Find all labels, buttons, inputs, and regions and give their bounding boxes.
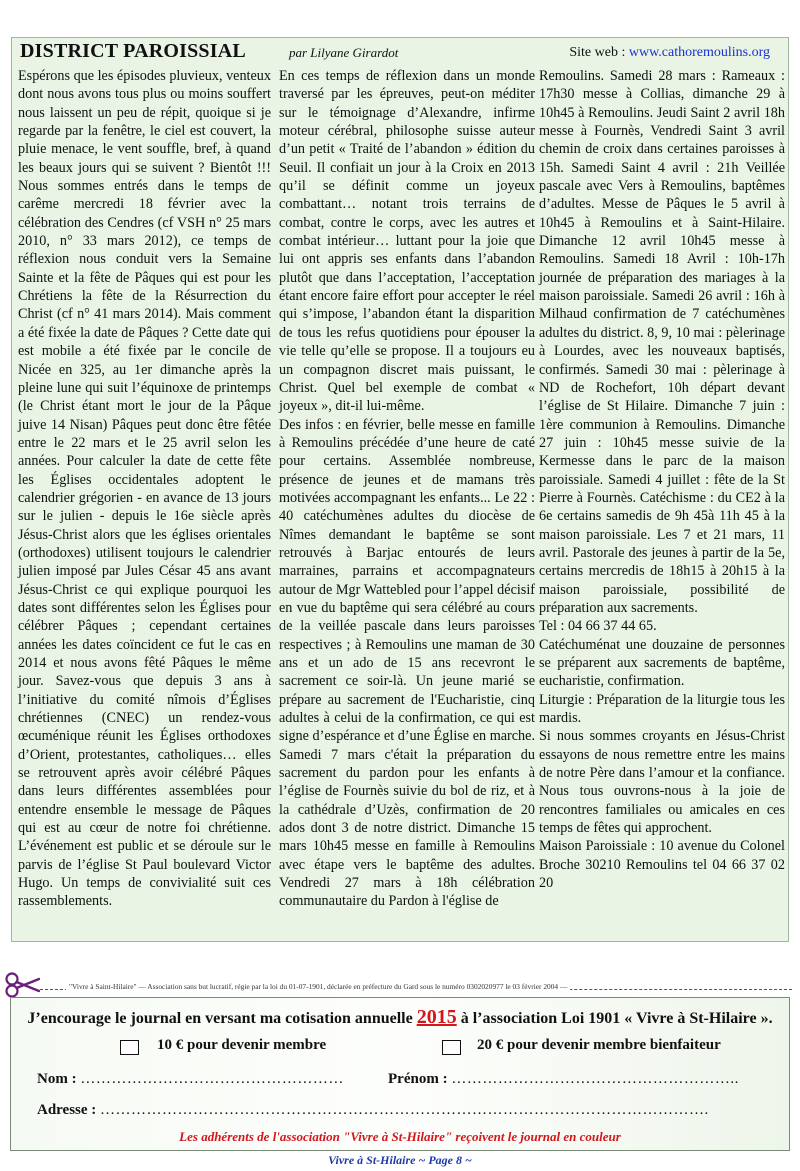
coupon-heading-after: à l’association Loi 1901 « Vivre à St-Hilaire ».	[456, 1010, 773, 1027]
column-3-paragraph: Remoulins. Samedi 28 mars : Rameaux : 17h30 messe à Collias, dimanche 29 à 10h45 à Remoulins. Jeudi Saint 2 avril 18h messe à Fournès, Vendredi Saint 3 avril chemin de croix dans certaines paroisses à 15h. Samedi Saint 4 avril : 21h Veillée pascale avec Vers à Remoulins, baptêmes d’adultes. Messe de Pâques le 5 avril à 10h45 à Remoulins et à Saint-Hilaire. Dimanche 12 avril 10h45 messe à Remoulins. Samedi 18 Avril : 10h-17h journée de préparation des mariages à la maison paroissiale. Samedi 26 avril : 16h à Milhaud confirmation de 7 catéchumènes adultes du district. 8, 9, 10 mai : pèlerinage à Lourdes, avec les nouveaux baptisés, confirmés. Samedi 30 mai : pèlerinage à ND de Rochefort, 10h départ devant l’église de St Hilaire. Dimanche 7 juin : 1ère communion à Remoulins. Dimanche 27 juin : 10h45 messe suivie de la Kermesse dans le parc de la maison paroissiale. Samedi 4 juillet : fête de la St Pierre à Fournès. Catéchisme : du CE2 à la 6e certains samedis de 9h 45à 11h 45 à la maison paroissiale. Les 7 et 21 mars, 11 avril. Pastorale des jeunes à partir de la 5e, certains mercredis de 18h15 à 20h15 à la maison paroissiale, possibilité de préparation aux sacrements.	[539, 68, 785, 616]
nom-label: Nom :	[37, 1071, 77, 1087]
nom-dots: ……………………………………………	[80, 1071, 344, 1087]
coupon-year: 2015	[416, 1006, 457, 1028]
article-title: DISTRICT PAROISSIAL	[20, 40, 246, 62]
column-1	[18, 67, 271, 911]
scissors-icon	[4, 970, 40, 1000]
column-3	[539, 67, 785, 892]
nom-field[interactable]	[37, 1071, 344, 1088]
page-footer: Vivre à St-Hilaire ~ Page 8 ~	[328, 1153, 472, 1167]
subscription-coupon	[10, 997, 790, 1151]
column-2-paragraph: Des infos : en février, belle messe en famille à Remoulins précédée d’une heure de caté pour certains. Assemblée nombreuse, présence de jeunes et de mamans très motivées accompagnant les enfants... Le 22 : 40 catéchumènes adultes du diocèse de Nîmes demandant le baptême se sont retrouvés à Barjac entourés de leurs marraines, parrains et accompagnateurs autour de Mgr Wattebled pour l’appel décisif en vue du baptême qui sera célébré au cours de la veillée pascale dans leurs paroisses respectives ; à Remoulins une maman de 30 ans et un ado de 15 ans recevront le sacrement ce soir-là. Un jeune marié se prépare au sacrement de l'Eucharistie, cinq adultes à celui de la confirmation, ce qui est signe d’espérance et d’une Église en marche. Samedi 7 mars c'était la préparation du sacrement du pardon pour les enfants à l’église de Fournès suivie du bol de riz, et à la cathédrale d’Uzès, confirmation de 20 ados dont 3 de notre district. Dimanche 15 mars 10h45 messe en famille à Remoulins avec étape vers le baptême des adultes. Vendredi 27 mars à 18h célébration communautaire du Pardon à l'église de	[279, 416, 535, 910]
benefactor-checkbox[interactable]	[442, 1040, 461, 1055]
prenom-field[interactable]	[388, 1071, 739, 1088]
column-2-paragraph: En ces temps de réflexion dans un monde traversé par les épreuves, peut-on méditer sur le témoignage d’Alexandre, infirme moteur cérébral, philosophe suisse auteur d’un petit « Traité de l’abandon » édition du Seuil. Il confiait un jour à la Croix en 2013 qu’il se définit comme un joyeux combattant… notant trois terrains de combat, contre le corps, avec les autres et combat intérieur… luttant pour la joie que lui ont appris ses enfants dans l’abandon plutôt que dans l’acceptation, l’acceptation étant encore faire effort pour accepter le réel qui s’impose, l’abandon étant la disparition de tous les refus quotidiens pour épouser la vie telle qu’elle se propose. Il a toujours eu un compagnon discret mais puissant, le Christ. Quel bel exemple de combat « joyeux », dit-il lui-même.	[279, 68, 535, 415]
article-header	[11, 37, 789, 67]
prenom-label: Prénom :	[388, 1071, 448, 1087]
adresse-dots: ……………………………………………………………………………………………………….	[100, 1102, 709, 1118]
site-url-link[interactable]: www.cathoremoulins.org	[628, 45, 770, 60]
coupon-note: Les adhérents de l'association "Vivre à St-Hilaire" reçoivent le journal en couleur	[179, 1129, 621, 1144]
benefactor-option-label: 20 € pour devenir membre bienfaiteur	[477, 1037, 721, 1053]
association-legal-notice: "Vivre à Saint-Hilaire" — Association sans but lucratif, régie par la loi du 01-07-1901, déclarée en préfecture du Gard sous le numéro 0302020977 le 03 février 2004 —	[66, 982, 570, 991]
coupon-heading-before: J’encourage le journal en versant ma cotisation annuelle	[27, 1010, 417, 1027]
column-3-paragraph: Si nous sommes croyants en Jésus-Christ essayons de nous remettre entre les mains de notre Père dans l’amour et la confiance. Nous tous ouvrons-nous à la joie de rencontres familiales ou amicales en ces temps de fêtes qui approchent.	[539, 728, 785, 837]
article-author: par Lilyane Girardot	[289, 45, 399, 60]
column-2	[279, 67, 535, 911]
member-checkbox[interactable]	[120, 1040, 139, 1055]
column-3-paragraph: Catéchuménat une douzaine de personnes se préparent aux sacrements de baptême, eucharistie, confirmation.	[539, 636, 785, 690]
article-columns	[11, 67, 789, 942]
prenom-dots: ………………………………………………..	[451, 1071, 739, 1087]
site-web	[569, 45, 770, 61]
column-1-paragraph: Espérons que les épisodes pluvieux, venteux dont nous avons tous plus ou moins souffert nous laissent un peu de répit, quoique si je regarde par la fenêtre, le ciel est couvert, la pluie menace, le vent souffle, bref, à quand les beaux jours qui se suivent ? Bientôt !!! Nous sommes entrés dans le temps de carême mercredi 18 février avec la célébration des Cendres (cf VSH n° 25 mars 2010, n° 33 mars 2012), ce temps de réflexion nous conduit vers la Semaine Sainte et la fête de Pâques qui est pour les Chrétiens la fête de la Résurrection du Christ (cf n° 41 mars 2014). Mais comment a été fixée la date de Pâques ? Cette date qui est mobile a été fixée par le concile de Nicée en 325, au 1er dimanche après la pleine lune qui suit l’équinoxe de printemps (le Christ étant mort le jour de la Pâque juive 14 Nisan) Pâques peut donc être fêtée entre le 22 mars et le 25 avril selon les années. Pour calculer la date de cette fête les Églises occidentales adoptent le calendrier grégorien - en avance de 13 jours sur le julien - depuis le 16e siècle après Jésus-Christ alors que les églises orientales (orthodoxes) utilisent toujours le calendrier julien imposé par Jules César 45 ans avant Jésus-Christ ce qui explique pourquoi les dates sont différentes selon les Églises pour célébrer Pâques ; cependant certaines années les dates coïncident ce fut le cas en 2014 et nous avons fêté Pâques le même jour. Savez-vous que depuis 3 ans à l’initiative du comité nîmois d’Églises chrétiennes (CNEC) un rendez-vous œcuménique réunit les Églises orthodoxes d’Orient, protestantes, catholiques… elles se retrouvent après avoir célébré Pâques dans leurs différentes assemblées pour entendre ensemble le message de Pâques qui est au cœur de notre foi chrétienne. L’événement est public et se déroule sur le parvis de l’église St Paul boulevard Victor Hugo. Un temps de convivialité suit ces rassemblements.	[18, 68, 271, 910]
column-3-paragraph: Tel : 04 66 37 44 65.	[539, 618, 657, 635]
site-label: Site web :	[569, 45, 629, 60]
column-3-paragraph: Maison Paroissiale : 10 avenue du Colonel Broche 30210 Remoulins tel 04 66 37 02 20	[539, 838, 785, 892]
adresse-field[interactable]	[37, 1102, 709, 1119]
adresse-label: Adresse :	[37, 1102, 97, 1118]
member-option-label: 10 € pour devenir membre	[157, 1037, 327, 1053]
coupon-heading	[11, 1006, 789, 1029]
column-3-paragraph: Liturgie : Préparation de la liturgie tous les mardis.	[539, 691, 785, 727]
